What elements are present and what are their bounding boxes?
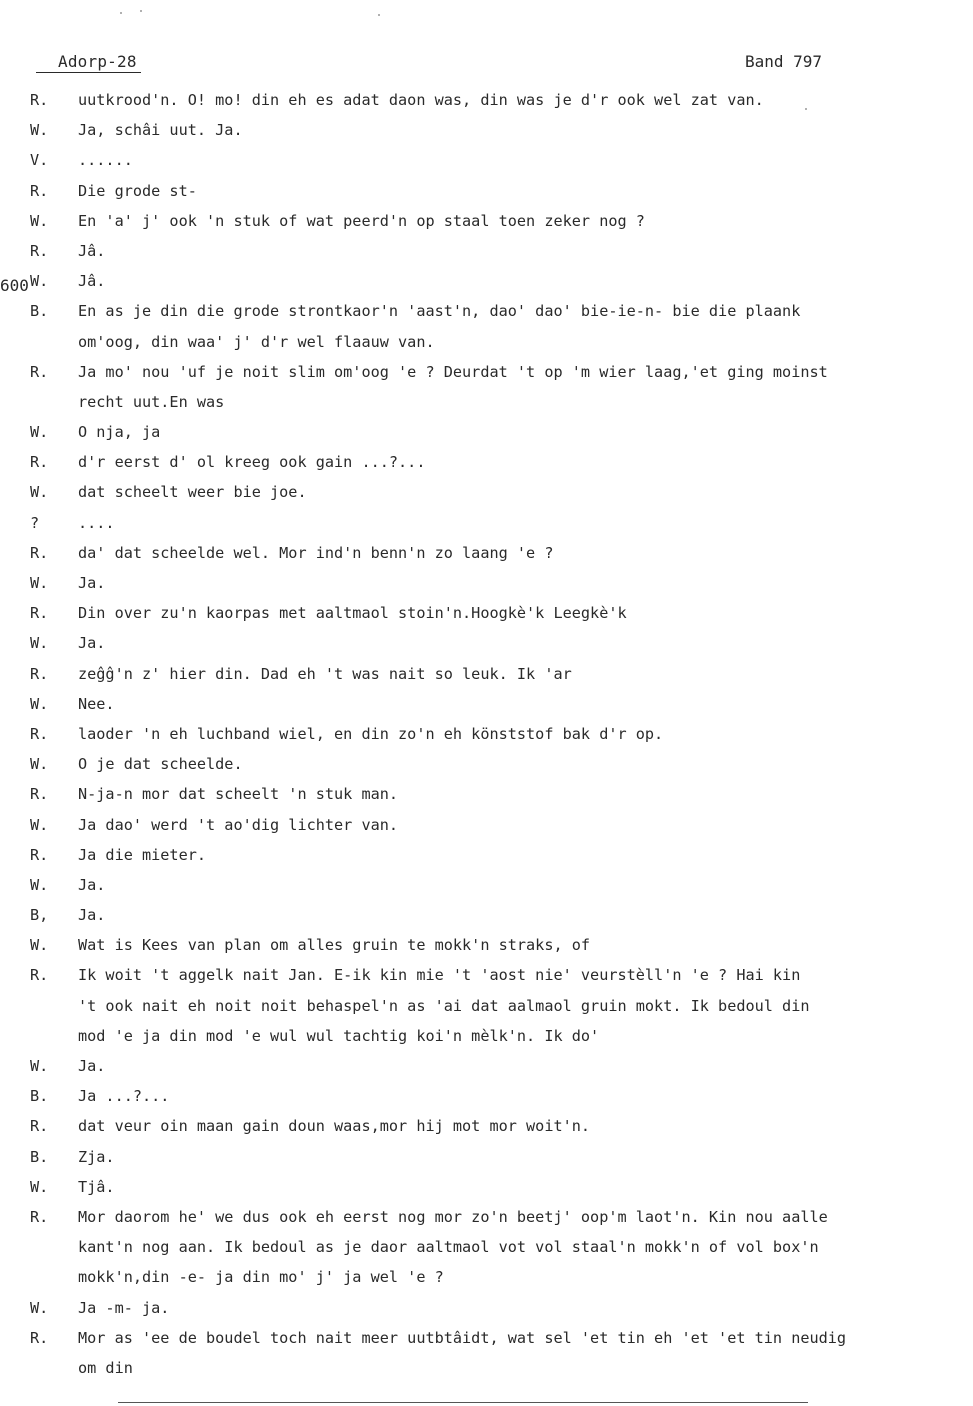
speaker-label: W. — [30, 815, 49, 834]
utterance-text: En as je din die grode strontkaor'n 'aast'n, dao' dao' bie-ie-n- bie die plaank — [78, 302, 801, 321]
transcript-line — [30, 477, 965, 507]
transcript-line — [30, 357, 965, 387]
speaker-label: W. — [30, 1057, 49, 1075]
speaker-label — [30, 1232, 78, 1262]
utterance-text: Tjâ. — [78, 1177, 115, 1196]
speaker-label: W. — [30, 272, 49, 291]
transcript-line — [30, 387, 965, 417]
utterance-text: Nee. — [78, 694, 115, 713]
transcript-line — [30, 870, 965, 900]
speaker-label: B. — [30, 302, 49, 321]
utterance-text: da' dat scheelde wel. Mor ind'n benn'n zo laang 'e ? — [78, 543, 554, 562]
document-id-label: Adorp-28 — [36, 52, 141, 73]
utterance-text: dat scheelt weer bie joe. — [78, 483, 307, 502]
speaker-label: R. — [30, 724, 49, 743]
speaker-label: R. — [30, 91, 49, 109]
transcript-line — [30, 115, 965, 145]
speaker-label: W. — [30, 211, 49, 230]
transcript-line — [30, 1232, 965, 1262]
utterance-text: Ja, schâi uut. Ja. — [78, 121, 243, 140]
transcript-line — [30, 1172, 965, 1202]
speaker-label: W. — [30, 574, 49, 592]
document-id — [36, 52, 141, 71]
utterance-text: Ja. — [78, 574, 106, 592]
speaker-label: W. — [30, 423, 49, 442]
speaker-label: R. — [30, 1328, 49, 1347]
transcript-line — [30, 538, 965, 568]
utterance-text: ...... — [78, 151, 133, 170]
transcript-line — [30, 508, 965, 538]
transcript-line — [30, 689, 965, 719]
paper-speck — [378, 14, 380, 16]
utterance-text: Ja die mieter. — [78, 845, 207, 864]
transcript-line — [30, 145, 965, 175]
transcript-line — [30, 206, 965, 236]
utterance-text: Jâ. — [78, 272, 106, 291]
utterance-text: mod 'e ja din mod 'e wul wul tachtig koi'n mèlk'n. Ik do' — [78, 1026, 600, 1045]
speaker-label: W. — [30, 936, 49, 955]
speaker-label — [30, 327, 78, 357]
speaker-label: R. — [30, 966, 49, 985]
speaker-label: W. — [30, 1298, 49, 1317]
speaker-label: R. — [30, 241, 49, 260]
transcript-line — [30, 1111, 965, 1141]
speaker-label: W. — [30, 483, 49, 502]
transcript-line — [30, 266, 965, 296]
paper-speck — [120, 12, 122, 14]
utterance-text: d'r eerst d' ol kreeg ook gain ...?... — [78, 453, 426, 472]
utterance-text: om din — [78, 1358, 133, 1377]
utterance-text: om'oog, din waa' j' d'r wel flaauw van. — [78, 332, 435, 351]
transcript-line — [30, 930, 965, 960]
transcript-line — [30, 749, 965, 779]
utterance-text: Jâ. — [78, 241, 106, 260]
utterance-text: Ja mo' nou 'uf je noit slim om'oog 'e ? Deurdat 't op 'm wier laag,'et ging moinst — [78, 362, 828, 381]
speaker-label — [30, 1262, 78, 1292]
utterance-text: Ja. — [78, 875, 106, 894]
speaker-label: R. — [30, 664, 49, 683]
utterance-text: Wat is Kees van plan om alles gruin te mokk'n straks, of — [78, 936, 591, 955]
utterance-text: 't ook nait eh noit noit behaspel'n as 'ai dat aalmaol gruin mokt. Ik bedoul din — [78, 996, 810, 1015]
margin-counter: 600 — [0, 276, 29, 295]
speaker-label: W. — [30, 121, 49, 140]
speaker-label: R. — [30, 1117, 49, 1136]
transcript-line — [30, 628, 965, 658]
utterance-text: Ja. — [78, 634, 106, 653]
transcript-line — [30, 810, 965, 840]
transcript-line — [30, 900, 965, 930]
speaker-label: R. — [30, 845, 49, 864]
utterance-text: uutkrood'n. O! mo! din eh es adat daon was, din was je d'r ook wel zat van. — [78, 91, 764, 109]
utterance-text: O nja, ja — [78, 423, 161, 442]
tape-band-number: Band 797 — [745, 52, 823, 71]
speaker-label: B, — [30, 906, 49, 925]
transcript-line — [30, 1353, 965, 1383]
transcript-line — [30, 1051, 965, 1081]
transcript-line — [30, 659, 965, 689]
utterance-text: kant'n nog aan. Ik bedoul as je daor aaltmaol vot vol staal'n mokk'n of vol box'n — [78, 1238, 819, 1257]
transcript-line — [30, 447, 965, 477]
transcript-line — [30, 417, 965, 447]
utterance-text: dat veur oin maan gain doun waas,mor hij mot mor woit'n. — [78, 1117, 591, 1136]
utterance-text: Ik woit 't aggelk nait Jan. E-ik kin mie 't 'aost nie' veurstèll'n 'e ? Hai kin — [78, 966, 801, 985]
paper-speck — [805, 108, 807, 110]
speaker-label: ? — [30, 513, 40, 532]
speaker-label: W. — [30, 755, 49, 774]
utterance-text: O je dat scheelde. — [78, 755, 243, 774]
transcript-body — [30, 85, 965, 1383]
utterance-text: N-ja-n mor dat scheelt 'n stuk man. — [78, 785, 399, 804]
utterance-text: En 'a' j' ook 'n stuk of wat peerd'n op staal toen zeker nog ? — [78, 211, 645, 230]
speaker-label — [30, 387, 78, 417]
utterance-text: zeĝĝ'n z' hier din. Dad eh 't was nait so leuk. Ik 'ar — [78, 664, 572, 683]
utterance-text: Din over zu'n kaorpas met aaltmaol stoin'n.Hoogkè'k Leegkè'k — [78, 604, 627, 623]
speaker-label: W. — [30, 694, 49, 713]
transcript-line — [30, 991, 965, 1021]
transcript-line — [30, 236, 965, 266]
utterance-text: Ja -m- ja. — [78, 1298, 170, 1317]
paper-speck — [140, 10, 142, 12]
utterance-text: recht uut.En was — [78, 392, 225, 411]
transcript-line — [30, 1081, 965, 1111]
speaker-label: V. — [30, 151, 49, 170]
speaker-label: R. — [30, 785, 49, 804]
speaker-label — [30, 991, 78, 1021]
utterance-text: Die grode st- — [78, 181, 197, 200]
transcript-line — [30, 719, 965, 749]
speaker-label — [30, 1353, 78, 1383]
speaker-label: R. — [30, 453, 49, 472]
transcript-line — [30, 568, 965, 598]
speaker-label: B. — [30, 1087, 49, 1106]
transcript-line — [30, 1142, 965, 1172]
transcript-line — [30, 840, 965, 870]
speaker-label: R. — [30, 181, 49, 200]
speaker-label: W. — [30, 1177, 49, 1196]
utterance-text: Mor daorom he' we dus ook eh eerst nog mor zo'n beetj' oop'm laot'n. Kin nou aalle — [78, 1207, 828, 1226]
utterance-text: Ja ...?... — [78, 1087, 170, 1106]
utterance-text: Ja. — [78, 1057, 106, 1075]
bottom-rule — [118, 1402, 808, 1403]
transcript-line — [30, 960, 965, 990]
transcript-line — [30, 1021, 965, 1051]
speaker-label — [30, 1021, 78, 1051]
speaker-label: R. — [30, 1207, 49, 1226]
speaker-label: R. — [30, 604, 49, 623]
transcript-line — [30, 1262, 965, 1292]
utterance-text: Zja. — [78, 1147, 115, 1166]
utterance-text: laoder 'n eh luchband wiel, en din zo'n eh könststof bak d'r op. — [78, 724, 664, 743]
transcript-line — [30, 1293, 965, 1323]
utterance-text: Ja. — [78, 906, 106, 925]
transcript-line — [30, 327, 965, 357]
speaker-label: R. — [30, 362, 49, 381]
utterance-text: Ja dao' werd 't ao'dig lichter van. — [78, 815, 399, 834]
transcript-line — [30, 1202, 965, 1232]
speaker-label: W. — [30, 875, 49, 894]
utterance-text: mokk'n,din -e- ja din mo' j' ja wel 'e ? — [78, 1268, 444, 1287]
transcript-line — [30, 1323, 965, 1353]
transcript-line — [30, 296, 965, 326]
speaker-label: B. — [30, 1147, 49, 1166]
transcript-line — [30, 598, 965, 628]
speaker-label: R. — [30, 543, 49, 562]
utterance-text: Mor as 'ee de boudel toch nait meer uutbtâidt, wat sel 'et tin eh 'et 'et tin neudig — [78, 1328, 847, 1347]
utterance-text: .... — [78, 513, 115, 532]
transcript-line — [30, 85, 965, 115]
transcript-line — [30, 779, 965, 809]
speaker-label: W. — [30, 634, 49, 653]
transcript-line — [30, 176, 965, 206]
